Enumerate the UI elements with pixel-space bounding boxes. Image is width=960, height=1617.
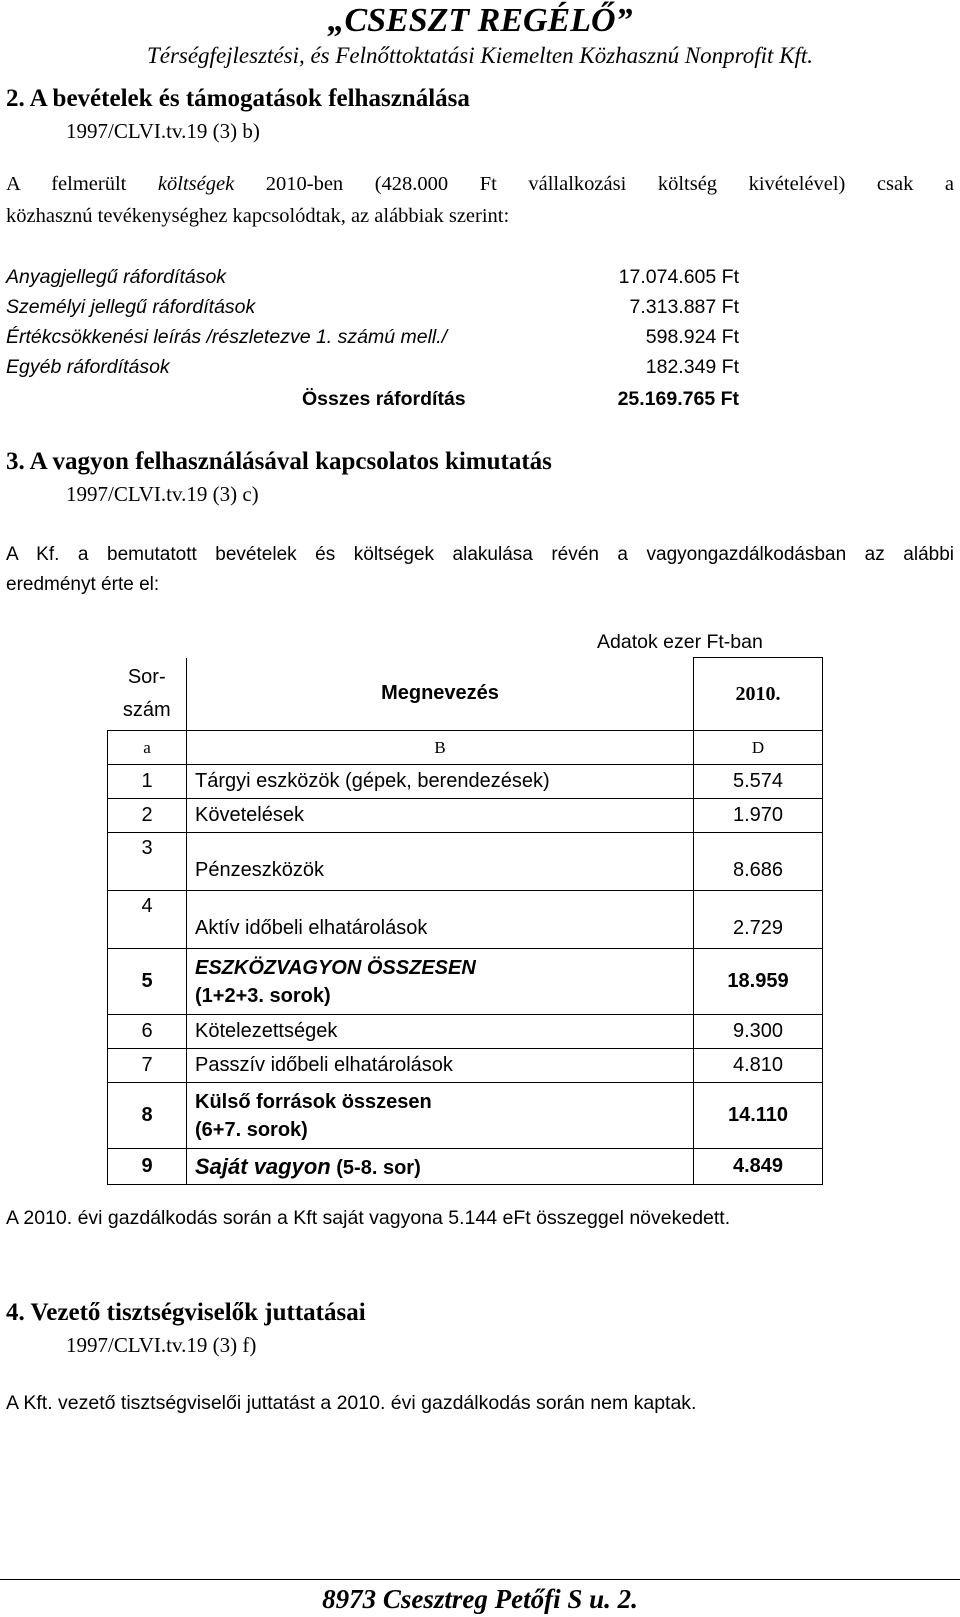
footer-divider (0, 1579, 960, 1580)
col-header-name: Megnevezés (187, 658, 694, 731)
section4-heading: 4. Vezető tisztségviselők juttatásai (6, 1299, 366, 1326)
section3-summary: A 2010. évi gazdálkodás során a Kft saját vagyona 5.144 eFt összeggel növekedett. (6, 1207, 731, 1229)
cost-label: Anyagjellegű ráfordítások (6, 266, 227, 288)
section4-ref: 1997/CLVI.tv.19 (3) f) (66, 1333, 257, 1357)
section2-paragraph-line1: A felmerült költségek 2010-ben (428.000 Ft vállalkozási költség kivételével) csak a (6, 173, 954, 195)
asset-table (107, 657, 823, 1185)
row-value: 1.970 (694, 799, 823, 833)
section3-ref: 1997/CLVI.tv.19 (3) c) (66, 482, 259, 506)
cost-value: 182.349 Ft (645, 356, 739, 378)
table-row-total-assets (108, 949, 823, 1015)
table-code-row (108, 731, 823, 765)
table-row (108, 799, 823, 833)
document-title: „CSESZT REGÉLŐ” (327, 2, 633, 39)
row-number: 9 (108, 1149, 187, 1185)
section2-ref: 1997/CLVI.tv.19 (3) b) (66, 119, 260, 143)
cost-value: 598.924 Ft (645, 326, 739, 348)
total-cost-label: Összes ráfordítás (302, 388, 466, 410)
code-cell: D (694, 731, 823, 765)
row-value: 2.729 (694, 891, 823, 949)
cost-label: Értékcsökkenési leírás /részletezve 1. számú mell./ (6, 326, 448, 348)
row-number: 4 (108, 891, 187, 949)
document-subtitle: Térségfejlesztési, és Felnőttoktatási Kiemelten Közhasznú Nonprofit Kft. (146, 43, 814, 68)
row-name: Tárgyi eszközök (gépek, berendezések) (187, 765, 694, 799)
section3-paragraph-line1: A Kf. a bemutatott bevételek és költségek alakulása révén a vagyongazdálkodásban az alábbi (6, 544, 954, 565)
row-value: 8.686 (694, 833, 823, 891)
table-row (108, 1049, 823, 1083)
section2-heading: 2. A bevételek és támogatások felhasználása (6, 85, 470, 112)
table-row (108, 765, 823, 799)
row-number: 8 (108, 1083, 187, 1149)
row-value: 9.300 (694, 1015, 823, 1049)
row-number: 7 (108, 1049, 187, 1083)
row-name: Saját vagyon (5-8. sor) (187, 1149, 694, 1185)
row-number: 1 (108, 765, 187, 799)
table-row (108, 833, 823, 891)
section3-heading: 3. A vagyon felhasználásával kapcsolatos kimutatás (6, 448, 552, 475)
col-header-row-number: Sor- szám (108, 658, 187, 731)
footer-address: 8973 Csesztreg Petőfi S u. 2. (322, 1584, 638, 1614)
section4-paragraph: A Kft. vezető tisztségviselői juttatást a 2010. évi gazdálkodás során nem kaptak. (6, 1392, 697, 1414)
table-row-equity (108, 1149, 823, 1185)
row-value: 18.959 (694, 949, 823, 1015)
table-unit-note: Adatok ezer Ft-ban (597, 631, 763, 653)
row-value: 14.110 (694, 1083, 823, 1149)
row-name: Pénzeszközök (187, 833, 694, 891)
row-number: 3 (108, 833, 187, 891)
row-value: 4.849 (694, 1149, 823, 1185)
row-number: 5 (108, 949, 187, 1015)
total-cost-value: 25.169.765 Ft (617, 388, 739, 410)
section2-paragraph-line2: közhasznú tevékenységhez kapcsolódtak, az alábbiak szerint: (6, 205, 510, 227)
row-name: Aktív időbeli elhatárolások (187, 891, 694, 949)
cost-label: Személyi jellegű ráfordítások (6, 296, 256, 318)
table-row (108, 891, 823, 949)
row-value: 4.810 (694, 1049, 823, 1083)
row-name: Követelések (187, 799, 694, 833)
section3-paragraph-line2: eredményt érte el: (6, 574, 160, 595)
table-row-external-sources (108, 1083, 823, 1149)
table-header-row (108, 658, 823, 731)
cost-label: Egyéb ráfordítások (6, 356, 170, 378)
col-header-year: 2010. (694, 658, 823, 731)
code-cell: a (108, 731, 187, 765)
row-name: Külső források összesen (6+7. sorok) (187, 1083, 694, 1149)
row-number: 6 (108, 1015, 187, 1049)
cost-value: 7.313.887 Ft (629, 296, 739, 318)
row-number: 2 (108, 799, 187, 833)
code-cell: B (187, 731, 694, 765)
table-row (108, 1015, 823, 1049)
row-name: Passzív időbeli elhatárolások (187, 1049, 694, 1083)
row-name: Kötelezettségek (187, 1015, 694, 1049)
row-name: ESZKÖZVAGYON ÖSSZESEN (1+2+3. sorok) (187, 949, 694, 1015)
cost-value: 17.074.605 Ft (618, 266, 739, 288)
row-value: 5.574 (694, 765, 823, 799)
